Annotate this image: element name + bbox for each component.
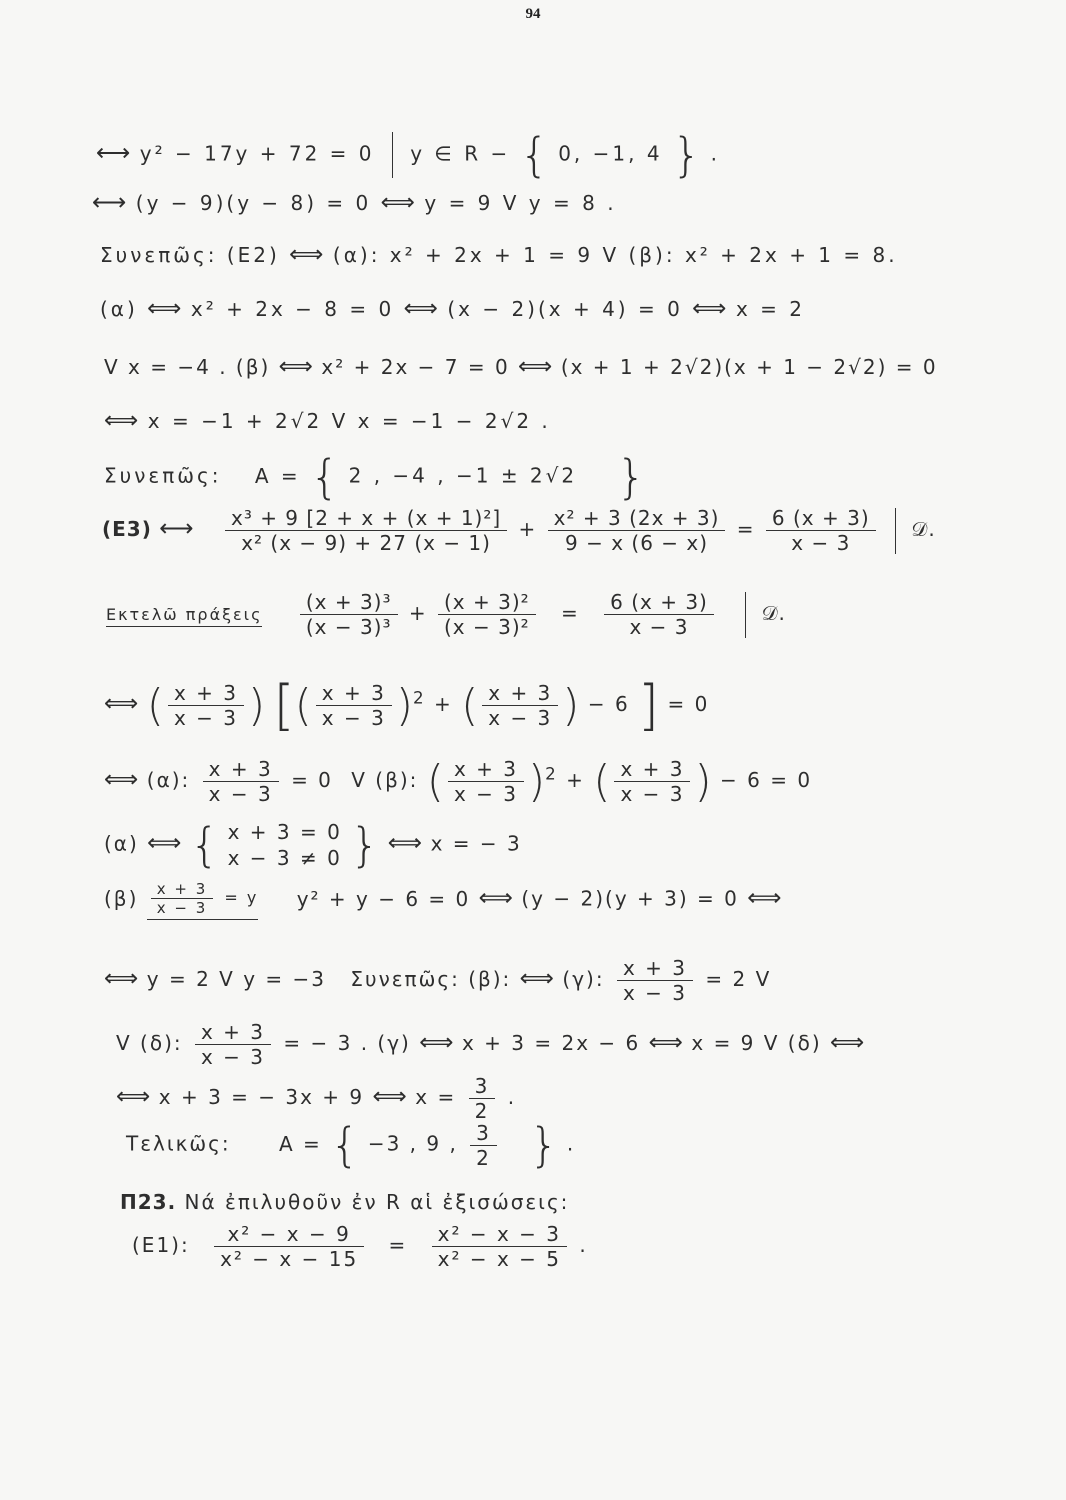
domain-symbol: 𝒟.	[761, 601, 786, 625]
equivalence-arrow: ⟺	[478, 883, 514, 912]
arrow-shaft	[106, 626, 262, 627]
set-elements: 2 , −4 , −1 ± 2√2	[348, 463, 578, 488]
equals-sign: =	[736, 517, 755, 541]
expression: (x + 1 + 2√2)(x + 1 − 2√2) = 0	[560, 355, 938, 379]
numerator: (x + 3)³	[300, 590, 398, 615]
equation-line-6	[104, 406, 551, 434]
equivalence-arrow: ⟺	[387, 828, 423, 857]
right-paren: )	[528, 756, 546, 807]
denominator: x − 3	[321, 706, 386, 730]
equivalence-arrow: ⟺	[147, 294, 182, 322]
denominator: x − 3	[453, 782, 518, 806]
expression: x² + 2x − 7 = 0	[321, 355, 510, 379]
expression: x =	[415, 1085, 457, 1109]
word-therefore: Συνεπῶς:	[100, 243, 218, 267]
fraction	[432, 1222, 567, 1271]
left-paren: (	[426, 756, 444, 807]
equivalence-arrow: ⟺	[518, 352, 553, 380]
numerator: 3	[470, 1121, 497, 1146]
numerator: x + 3	[168, 681, 244, 706]
denominator: 9 − x (6 − x)	[565, 531, 709, 555]
system-row: x − 3 ≠ 0	[227, 846, 342, 870]
expression: (y − 2)(y + 3) = 0	[521, 886, 739, 911]
equivalence-arrow: ⟺	[147, 828, 182, 857]
numerator: x² − x − 3	[432, 1222, 567, 1247]
equivalence-arrow: ⟺	[692, 294, 727, 322]
fraction	[168, 681, 244, 730]
fraction	[214, 1222, 364, 1271]
fraction	[203, 757, 279, 806]
denominator: x − 3	[200, 1045, 266, 1069]
plus-sign: +	[518, 517, 537, 541]
plus-sign: +	[433, 692, 453, 716]
expression: y = 9 V y = 8 .	[424, 191, 617, 215]
fraction	[316, 681, 392, 730]
equivalence-arrow: ⟺	[104, 406, 139, 434]
set-elements: −3 , 9 ,	[367, 1131, 458, 1156]
fraction	[151, 880, 214, 917]
expression: (x − 2)(x + 4) = 0	[447, 297, 683, 321]
numerator: 6 (x + 3)	[604, 590, 714, 615]
equation-line-10	[104, 674, 709, 737]
labeled-arrow	[106, 605, 262, 627]
period: .	[579, 1233, 588, 1257]
word-therefore: Συνεπῶς:	[350, 967, 460, 991]
expression: x = 9 V (δ)	[691, 1031, 822, 1055]
problem-number: Π23.	[120, 1190, 177, 1214]
condition-bar	[895, 508, 896, 554]
expression: = − 3 . (γ)	[283, 1031, 411, 1055]
denominator: x − 3	[622, 981, 688, 1005]
left-paren: (	[461, 680, 479, 731]
expression: = 0	[291, 768, 333, 792]
expression: y² − 17y + 72 = 0	[139, 141, 375, 166]
fraction	[470, 1121, 497, 1170]
equation-label: (E1):	[132, 1233, 190, 1257]
expression: − 6 = 0	[720, 768, 813, 792]
numerator: (x + 3)²	[438, 590, 536, 615]
right-paren: )	[694, 756, 712, 807]
denominator: x − 3	[156, 899, 208, 917]
right-brace: }	[616, 450, 646, 504]
period: .	[566, 1131, 576, 1156]
fraction	[766, 506, 876, 555]
case-label: (α)	[104, 831, 139, 856]
period: .	[507, 1085, 517, 1109]
equivalence-arrow: ⟺	[747, 883, 782, 912]
numerator: x + 3	[617, 956, 693, 981]
left-brace: {	[189, 818, 220, 872]
problem-statement: Νά ἐπιλυθοῦν ἐν R αἱ ἐξισώσεις:	[184, 1190, 570, 1214]
equivalence-arrow: ⟺	[104, 964, 139, 992]
equation-line-15	[116, 1020, 864, 1069]
equation-line-2	[92, 188, 617, 216]
left-brace: {	[330, 1118, 360, 1172]
domain-symbol: 𝒟.	[911, 517, 936, 541]
case-label: V (δ):	[116, 1031, 183, 1055]
fraction	[482, 681, 558, 730]
equivalence-arrow: ⟷	[96, 138, 131, 167]
arrow-label: Εκτελῶ πράξεις	[106, 605, 263, 624]
expression: x = 2	[735, 297, 805, 321]
word-therefore: Συνεπῶς:	[104, 463, 222, 488]
denominator: x − 3	[208, 782, 273, 806]
case-label: V (β):	[351, 768, 419, 792]
case-label: (β)	[104, 886, 139, 911]
numerator: x + 3	[482, 681, 558, 706]
left-brace: {	[309, 450, 340, 504]
numerator: x + 3	[448, 757, 524, 782]
numerator: 6 (x + 3)	[766, 506, 876, 531]
exponent: 2	[412, 688, 426, 708]
substitution-tail: = y	[224, 888, 259, 907]
fraction	[469, 1074, 496, 1123]
problem-heading	[120, 1190, 569, 1214]
expression: y² + y − 6 = 0	[296, 886, 471, 911]
equation-line-11	[104, 756, 812, 807]
denominator: x² − x − 5	[437, 1247, 562, 1271]
set-name: A =	[279, 1131, 322, 1156]
equation-line-13	[104, 880, 782, 920]
equation-line-5	[104, 352, 938, 380]
right-bracket: ]	[638, 674, 660, 737]
equivalence-arrow: ⟺	[830, 1028, 865, 1056]
case-label: (α):	[146, 768, 191, 792]
fraction	[548, 506, 726, 555]
denominator: x − 3	[173, 706, 238, 730]
left-bracket: [	[273, 674, 295, 737]
plus-sign: +	[408, 601, 427, 625]
fraction	[614, 757, 690, 806]
condition-bar	[745, 592, 746, 638]
expression: V x = −4 . (β)	[104, 355, 271, 379]
numerator: x + 3	[195, 1020, 271, 1045]
right-brace: }	[671, 128, 702, 182]
equivalence-arrow: ⟺	[289, 240, 324, 268]
expression: x = −1 + 2√2 V x = −1 − 2√2 .	[147, 409, 551, 433]
equation-line-17	[126, 1118, 575, 1172]
expression: x + 3 = − 3x + 9	[158, 1085, 365, 1109]
denominator: x − 3	[629, 615, 689, 639]
period: .	[710, 141, 720, 166]
fraction	[438, 590, 536, 639]
equation-line-7	[104, 450, 646, 504]
case-label: (α)	[100, 297, 138, 321]
equation-line-8	[102, 506, 936, 555]
condition: y ∈ R −	[410, 141, 511, 166]
denominator: x − 3	[620, 782, 685, 806]
equation-line-16	[116, 1074, 516, 1123]
equivalence-arrow: ⟺	[419, 1028, 454, 1056]
equivalence-arrow: ⟺	[116, 1082, 151, 1110]
right-paren: )	[562, 680, 580, 731]
equivalence-arrow: ⟺	[403, 294, 438, 322]
arrow-shaft	[147, 919, 259, 920]
denominator: (x − 3)²	[443, 615, 530, 639]
equivalence-arrow: ⟺	[519, 964, 555, 992]
equivalence-arrow: ⟺	[648, 1028, 684, 1056]
equation-line-19	[132, 1222, 588, 1271]
expression: (y − 9)(y − 8) = 0	[135, 191, 372, 215]
numerator: x² + 3 (2x + 3)	[548, 506, 726, 531]
equation-line-12	[104, 818, 522, 872]
fraction	[300, 590, 398, 639]
set-elements: 0, −1, 4	[558, 141, 663, 166]
denominator: x − 3	[791, 531, 851, 555]
case-label: (γ):	[562, 967, 605, 991]
expression: x + 3 = 2x − 6	[461, 1031, 641, 1055]
expression: (α): x² + 2x + 1 = 9 V (β): x² + 2x + 1 = 8.	[332, 243, 898, 267]
expression: = 2 V	[705, 967, 772, 991]
left-paren: (	[593, 756, 611, 807]
numerator: x + 3	[203, 757, 279, 782]
exponent: 2	[545, 764, 558, 784]
case-label: (β):	[468, 967, 512, 991]
equals-sign: =	[388, 1233, 408, 1257]
left-paren: (	[146, 680, 164, 731]
labeled-arrow	[147, 880, 259, 920]
right-paren: )	[247, 680, 266, 731]
equation-line-3	[100, 240, 898, 268]
denominator: 2	[476, 1145, 491, 1170]
condition-bar	[392, 132, 393, 178]
equation-line-4	[100, 294, 805, 322]
equivalence-arrow: ⟺	[104, 765, 139, 793]
right-brace: }	[350, 818, 380, 872]
fraction	[617, 956, 693, 1005]
expression: y = 2 V y = −3	[146, 967, 326, 991]
denominator: x² (x − 9) + 27 (x − 1)	[241, 531, 491, 555]
equivalence-arrow: ⟺	[278, 352, 314, 380]
right-paren: )	[395, 680, 413, 731]
numerator: x + 3	[316, 681, 392, 706]
numerator: x³ + 9 [2 + x + (x + 1)²]	[225, 506, 507, 531]
set-name: A =	[254, 463, 301, 488]
equation-line-14	[104, 956, 771, 1005]
expression: − 6	[587, 692, 630, 716]
equation-system	[228, 819, 342, 871]
equation-line-9	[106, 590, 786, 639]
arrow-label	[147, 880, 259, 917]
equivalence-arrow: ⟺	[380, 188, 416, 216]
denominator: x² − x − 15	[220, 1247, 359, 1271]
equation-line-1	[96, 128, 720, 182]
numerator: 3	[469, 1074, 496, 1099]
fraction	[195, 1020, 271, 1069]
plus-sign: +	[566, 768, 585, 792]
left-paren: (	[294, 680, 312, 731]
expression: = 0	[667, 692, 710, 716]
system-row: x + 3 = 0	[227, 820, 342, 844]
expression: x² + 2x − 8 = 0	[190, 297, 395, 321]
page-number: 94	[525, 6, 541, 22]
equation-label: (E3)	[102, 517, 152, 541]
denominator: (x − 3)³	[305, 615, 392, 639]
equivalence-arrow: ⟺	[104, 689, 139, 717]
equation-label: (E2)	[226, 243, 280, 267]
left-brace: {	[519, 128, 549, 182]
denominator: x − 3	[488, 706, 553, 730]
equivalence-arrow: ⟷	[92, 188, 127, 216]
equivalence-arrow: ⟺	[372, 1082, 407, 1110]
fraction	[225, 506, 507, 555]
equivalence-arrow: ⟷	[159, 514, 194, 542]
fraction	[448, 757, 524, 806]
expression: x = − 3	[430, 831, 522, 856]
numerator: x + 3	[614, 757, 690, 782]
word-finally: Τελικῶς:	[126, 1131, 231, 1156]
fraction	[604, 590, 714, 639]
right-brace: }	[529, 1118, 559, 1172]
equals-sign: =	[561, 601, 579, 625]
numerator: x² − x − 9	[214, 1222, 364, 1247]
numerator: x + 3	[151, 880, 214, 899]
denominator: 2	[474, 1099, 490, 1123]
